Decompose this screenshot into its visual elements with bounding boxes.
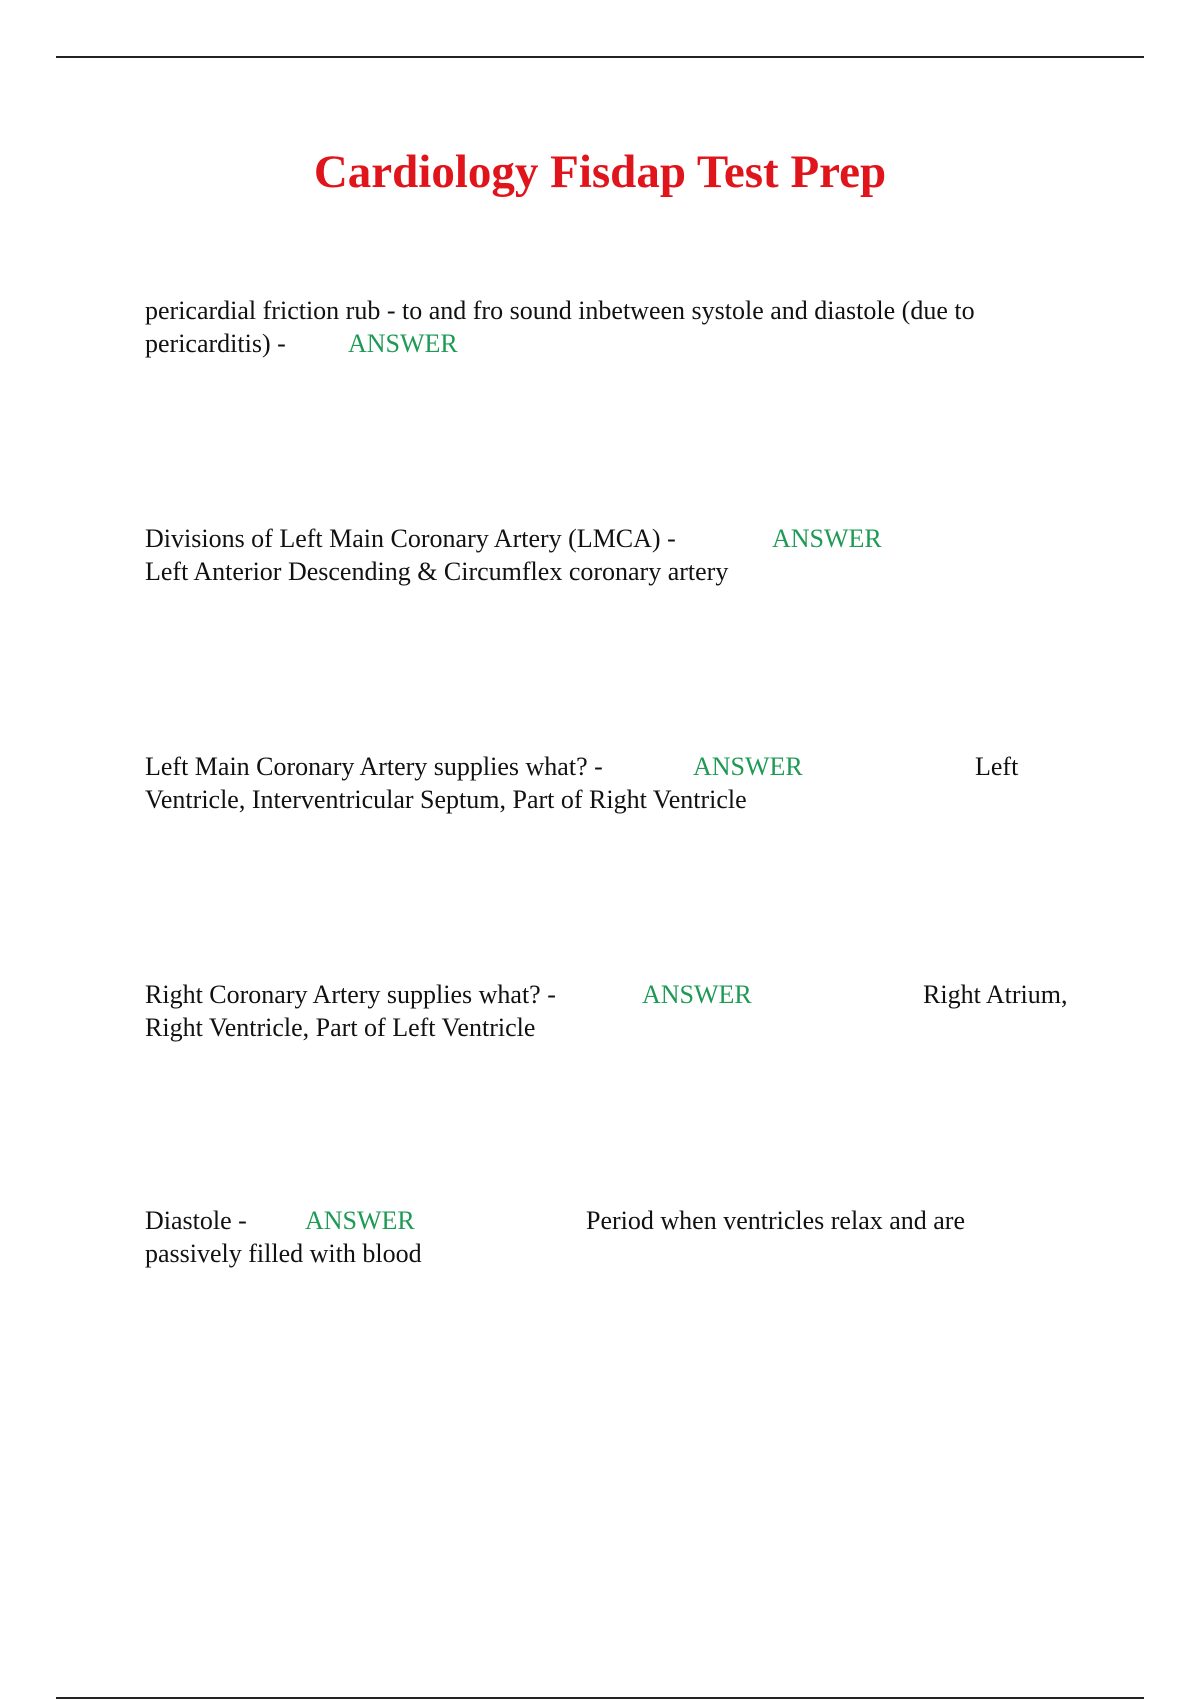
document-title: Cardiology Fisdap Test Prep (313, 146, 887, 198)
answer-text: Left Anterior Descending & Circumflex coronary artery (145, 557, 729, 586)
question-text: pericardial friction rub - to and fro sound inbetween systole and diastole (due to (145, 296, 975, 325)
question-text: Right Coronary Artery supplies what? - (145, 980, 556, 1009)
answer-label: ANSWER (305, 1206, 415, 1235)
answer-label: ANSWER (772, 524, 882, 553)
answer-label: ANSWER (693, 752, 803, 781)
question-text: Divisions of Left Main Coronary Artery (LMCA) - (145, 524, 676, 553)
question-text: Left Main Coronary Artery supplies what? - (145, 752, 603, 781)
answer-text: passively filled with blood (145, 1239, 422, 1268)
qa-item-2 (145, 522, 1085, 588)
answer-text: Right Ventricle, Part of Left Ventricle (145, 1013, 536, 1042)
qa-item-1 (145, 294, 1085, 360)
qa-item-3 (145, 750, 1085, 816)
top-rule (56, 56, 1144, 58)
qa-item-4 (145, 978, 1105, 1044)
answer-text: Left (975, 752, 1019, 781)
answer-text: Period when ventricles relax and are (586, 1206, 966, 1235)
question-text: Diastole - (145, 1206, 247, 1235)
answer-label: ANSWER (642, 980, 752, 1009)
answer-text: Right Atrium, (923, 980, 1068, 1009)
bottom-rule (56, 1697, 1144, 1699)
answer-label: ANSWER (348, 329, 458, 358)
question-text: pericarditis) - (145, 329, 286, 358)
answer-text: Ventricle, Interventricular Septum, Part of Right Ventricle (145, 785, 747, 814)
qa-item-5 (145, 1204, 1085, 1270)
